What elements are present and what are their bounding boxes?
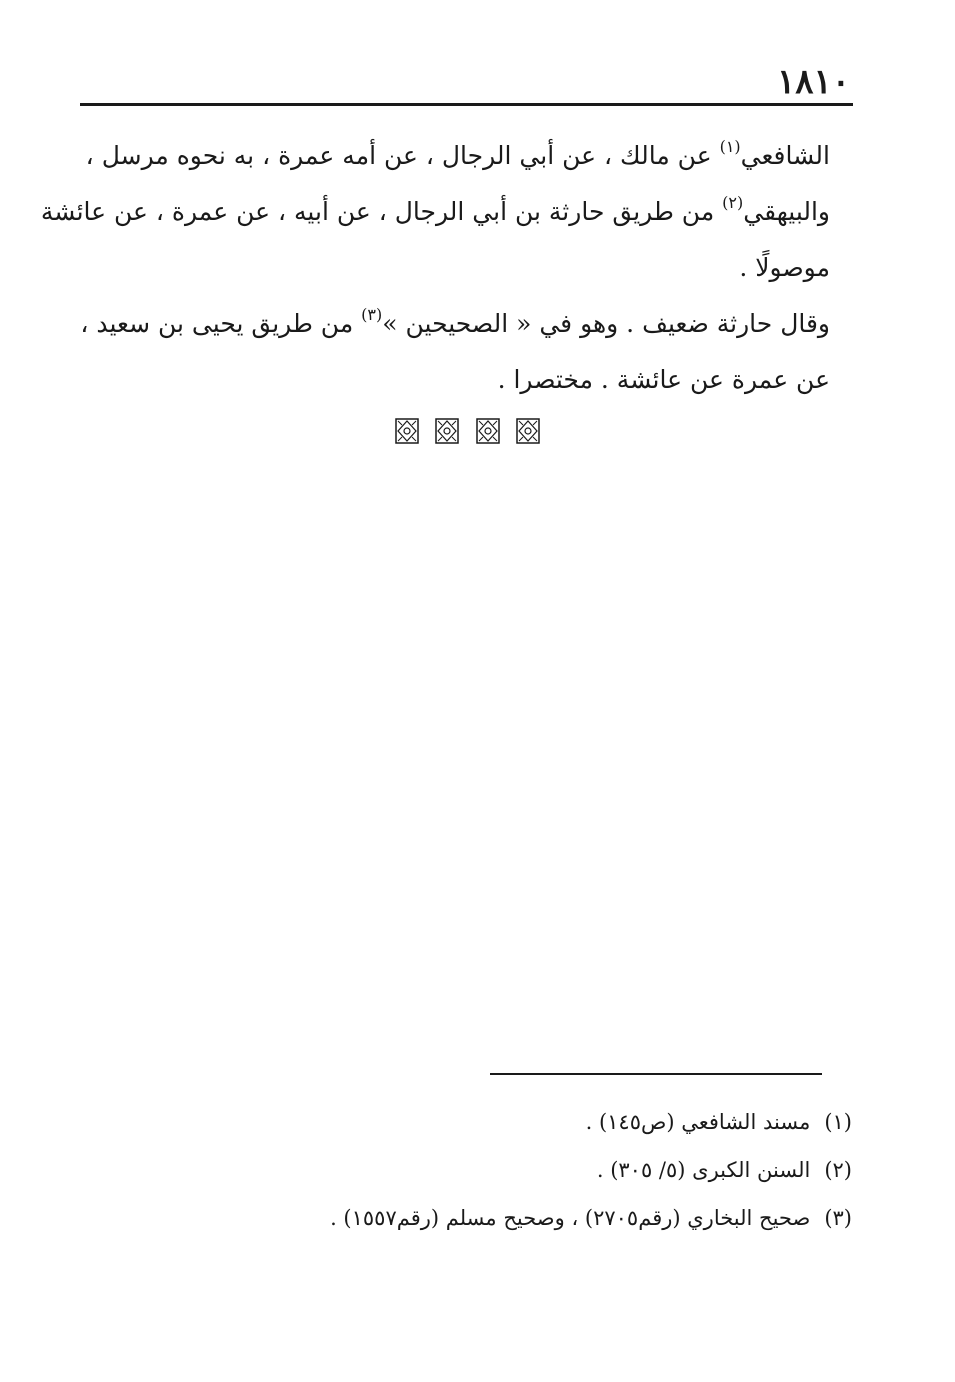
ornament-icon bbox=[395, 418, 419, 444]
section-divider-ornaments bbox=[395, 418, 540, 448]
text-segment: وقال حارثة ضعيف . وهو في « الصحيحين » bbox=[382, 309, 830, 338]
text-segment: من طريق حارثة بن أبي الرجال ، عن أبيه ، عن عمرة ، عن عائشة bbox=[40, 197, 723, 226]
footnote-marker-3[interactable]: (٣) bbox=[361, 305, 383, 324]
text-segment: الشافعي bbox=[740, 141, 830, 170]
text-segment: عن مالك ، عن أبي الرجال ، عن أمه عمرة ، به نحوه مرسل ، bbox=[85, 141, 720, 170]
footnote-text: مسند الشافعي (ص١٤٥) . bbox=[585, 1110, 811, 1134]
page-number: ١٨١٠ bbox=[776, 62, 850, 102]
footnote-marker-2[interactable]: (٢) bbox=[722, 193, 744, 212]
footnote-text: السنن الكبرى (٥/ ٣٠٥) . bbox=[596, 1158, 811, 1182]
text-line bbox=[82, 296, 852, 352]
footnotes bbox=[200, 1098, 852, 1242]
footnote-1 bbox=[200, 1098, 852, 1146]
footnote-marker-1[interactable]: (١) bbox=[719, 137, 741, 156]
paragraph-1 bbox=[40, 128, 852, 296]
ornament-icon bbox=[476, 418, 500, 444]
ornament-icon bbox=[516, 418, 540, 444]
footnote-text: صحيح البخاري (رقم٢٧٠٥) ، وصحيح مسلم (رقم١٥٥٧) . bbox=[330, 1206, 811, 1230]
footnote-2 bbox=[200, 1146, 852, 1194]
footnote-3 bbox=[200, 1194, 852, 1242]
main-text bbox=[40, 128, 852, 408]
text-segment: من طريق يحيى بن سعيد ، bbox=[80, 309, 362, 338]
footnote-number: (٢) bbox=[824, 1158, 852, 1182]
text-line bbox=[40, 184, 852, 240]
ornament-icon bbox=[435, 418, 459, 444]
footnote-separator bbox=[490, 1073, 822, 1075]
footnote-number: (٣) bbox=[824, 1206, 852, 1230]
paragraph-2 bbox=[82, 296, 852, 408]
text-line: موصولًا . bbox=[739, 253, 830, 282]
footnote-number: (١) bbox=[824, 1110, 852, 1134]
text-line: عن عمرة عن عائشة . مختصرا . bbox=[497, 365, 830, 394]
header-rule bbox=[80, 103, 853, 106]
text-line bbox=[82, 128, 852, 184]
text-segment: والبيهقي bbox=[743, 197, 830, 226]
